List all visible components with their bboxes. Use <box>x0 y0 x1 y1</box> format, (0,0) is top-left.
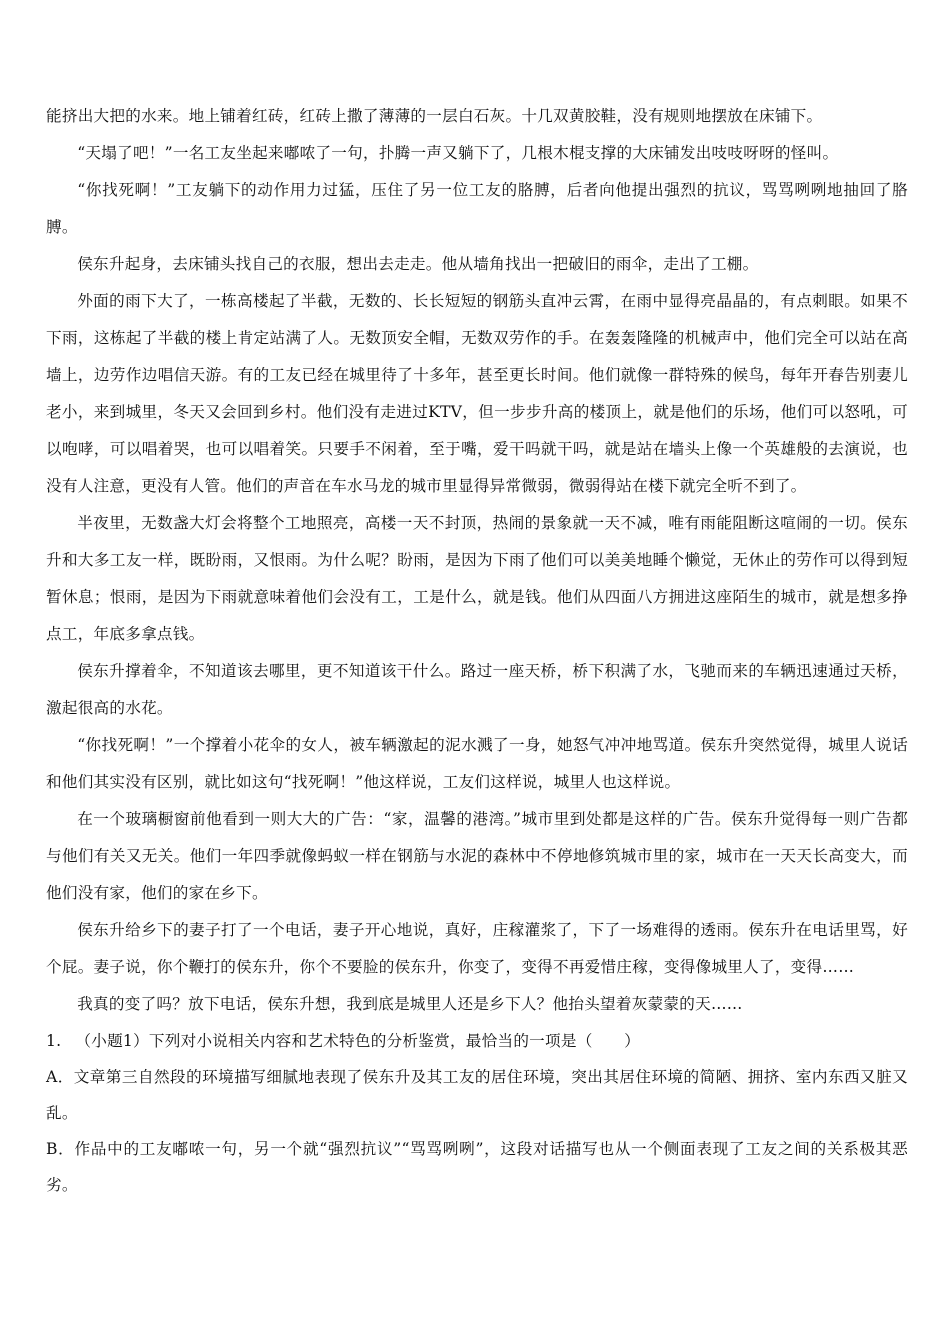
story-paragraph: “天塌了吧！”一名工友坐起来嘟哝了一句，扑腾一声又躺下了，几根木棍支撑的大床铺发出吱吱呀呀的怪叫。 <box>77 144 839 162</box>
story-paragraph: 外面的雨下大了，一栋高楼起了半截，无数的、长长短短的钢筋头直冲云霄，在雨中显得亮晶晶的，有点刺眼。如果不下雨，这栋起了半截的楼上肯定站满了人。无数顶安全帽，无数双劳作的手。在轰轰隆隆的机械声中，他们完全可以站在高墙上，边劳作边唱信天游。有的工友已经在城里待了十多年，甚至更长时间。他们就像一群特殊的候鸟，每年开春告别妻儿老小，来到城里，冬天又会回到乡村。他们没有走进过KTV，但一步步升高的楼顶上，就是他们的乐场，他们可以怒吼，可以咆哮，可以唱着哭，也可以唱着笑。只要手不闲着，至于嘴，爱干吗就干吗，就是站在墙头上像一个英雄般的去演说，也没有人注意，更没有人管。他们的声音在车水马龙的城市里显得异常微弱，微弱得站在楼下就完全听不到了。 <box>46 292 908 495</box>
story-paragraph: “你找死啊！”一个撑着小花伞的女人，被车辆激起的泥水溅了一身，她怒气冲冲地骂道。侯东升突然觉得，城里人说话和他们其实没有区别，就比如这句“找死啊！”他这样说，工友们这样说，城里人也这样说。 <box>46 736 908 791</box>
story-paragraph: 半夜里，无数盏大灯会将整个工地照亮，高楼一天不封顶，热闹的景象就一天不减，唯有雨能阻断这喧闹的一切。侯东升和大多工友一样，既盼雨，又恨雨。为什么呢？盼雨，是因为下雨了他们可以美美地睡个懒觉，无休止的劳作可以得到短暂休息；恨雨，是因为下雨就意味着他们会没有工，工是什么，就是钱。他们从四面八方拥进这座陌生的城市，就是想多挣点工，年底多拿点钱。 <box>46 514 908 643</box>
story-paragraph: 侯东升撑着伞，不知道该去哪里，更不知道该干什么。路过一座天桥，桥下积满了水，飞驰而来的车辆迅速通过天桥，激起很高的水花。 <box>46 662 908 717</box>
answer-option-a <box>46 1059 908 1131</box>
answer-option-b <box>46 1131 908 1203</box>
question-text: （小题1）下列对小说相关内容和艺术特色的分析鉴赏，最恰当的一项是（ ） <box>75 1032 641 1050</box>
question-number: 1. <box>46 1032 62 1050</box>
document-page <box>46 98 908 1203</box>
option-text: 作品中的工友嘟哝一句，另一个就“强烈抗议”“骂骂咧咧”，这段对话描写也从一个侧面表现了工友之间的关系极其恶劣。 <box>46 1140 909 1194</box>
option-label: B． <box>46 1140 75 1158</box>
story-paragraph: 我真的变了吗？放下电话，侯东升想，我到底是城里人还是乡下人？他抬头望着灰蒙蒙的天…… <box>77 995 743 1013</box>
question-stem <box>46 1023 908 1059</box>
option-label: A． <box>46 1068 74 1086</box>
question-block <box>46 1023 908 1203</box>
story-paragraph: 能挤出大把的水来。地上铺着红砖，红砖上撒了薄薄的一层白石灰。十几双黄胶鞋，没有规则地摆放在床铺下。 <box>46 107 823 125</box>
story-paragraph: 侯东升起身，去床铺头找自己的衣服，想出去走走。他从墙角找出一把破旧的雨伞，走出了工棚。 <box>77 255 759 273</box>
option-text: 文章第三自然段的环境描写细腻地表现了侯东升及其工友的居住环境，突出其居住环境的简陋、拥挤、室内东西又脏又乱。 <box>46 1068 908 1122</box>
story-paragraph: “你找死啊！”工友躺下的动作用力过猛，压住了另一位工友的胳膊，后者向他提出强烈的抗议，骂骂咧咧地抽回了胳膊。 <box>46 181 908 236</box>
story-paragraph: 侯东升给乡下的妻子打了一个电话，妻子开心地说，真好，庄稼灌浆了，下了一场难得的透雨。侯东升在电话里骂，好个屁。妻子说，你个鞭打的侯东升，你个不要脸的侯东升，你变了，变得不再爱惜庄稼，变得像城里人了，变得…… <box>46 921 908 976</box>
story-paragraph: 在一个玻璃橱窗前他看到一则大大的广告：“家，温馨的港湾。”城市里到处都是这样的广告。侯东升觉得每一则广告都与他们有关又无关。他们一年四季就像蚂蚁一样在钢筋与水泥的森林中不停地修筑城市里的家，城市在一天天长高变大，而他们没有家，他们的家在乡下。 <box>46 810 908 902</box>
story-body <box>46 98 908 1023</box>
